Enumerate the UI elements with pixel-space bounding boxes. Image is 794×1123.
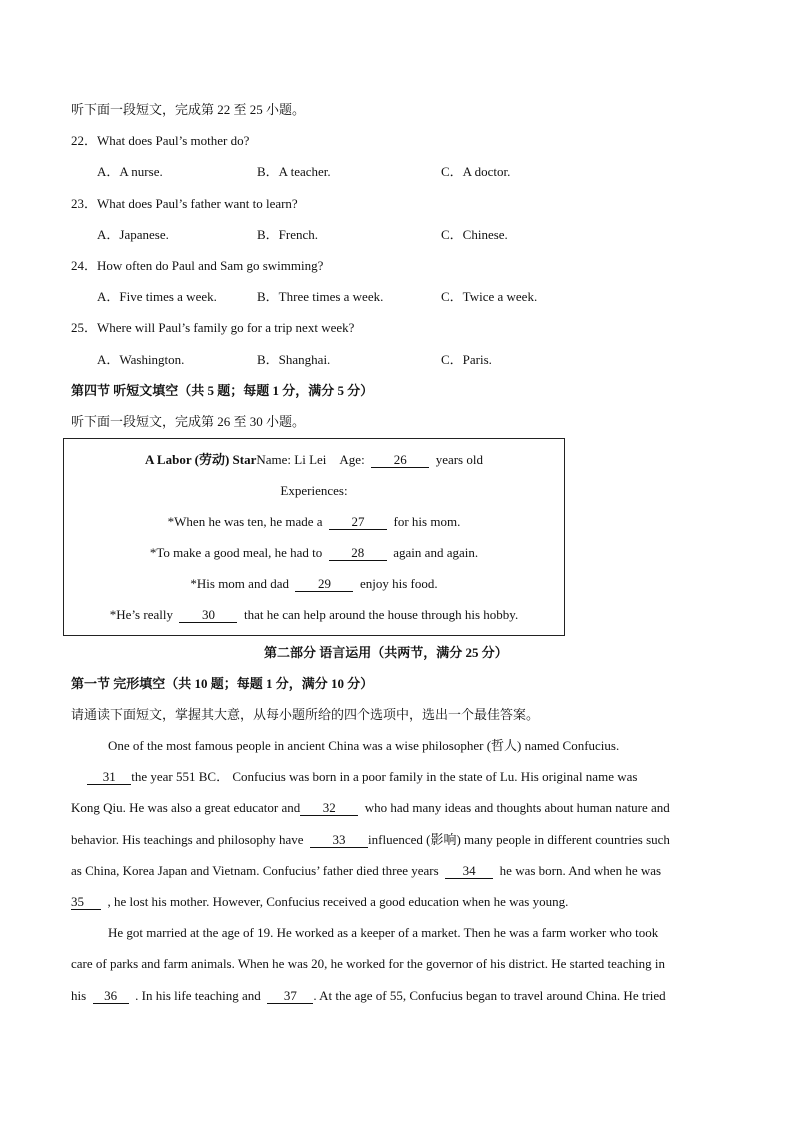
q25-option-b: B．Shanghai. — [257, 352, 331, 367]
q22-option-c: C．A doctor. — [441, 164, 511, 179]
q23-option-b: B．French. — [257, 227, 319, 242]
q25-option-a: A．Washington. — [97, 352, 185, 367]
passage-line-3-end: who had many ideas and thoughts about human nature and — [364, 800, 670, 815]
question-22: 22．What does Paul’s mother do? — [71, 133, 250, 148]
form-age-label: Age: — [339, 452, 365, 467]
form-line-29-end: enjoy his food. — [359, 576, 438, 591]
passage-line-9 — [71, 987, 723, 1005]
form-title-row — [64, 451, 564, 469]
blank-30[interactable]: 30 — [179, 607, 237, 623]
passage-line-4-text: behavior. His teachings and philosophy have — [71, 832, 304, 847]
passage-line-9-text: . In his life teaching and — [135, 988, 261, 1003]
form-line-29 — [64, 575, 564, 593]
section-1-heading: 第一节 完形填空（共 10 题；每题 1 分，满分 10 分） — [71, 676, 374, 691]
form-line-28-end: again and again. — [393, 545, 479, 560]
form-title: A Labor (劳动) Star — [145, 452, 257, 467]
form-line-27-end: for his mom. — [393, 514, 461, 529]
q24-option-b: B．Three times a week. — [257, 289, 384, 304]
passage-line-9-end: . At the age of 55, Confucius began to travel around China. He tried — [313, 988, 666, 1003]
passage-line-5-text: as China, Korea Japan and Vietnam. Confucius’ father died three years — [71, 863, 439, 878]
q24-option-a: A．Five times a week. — [97, 289, 217, 304]
cloze-instruction: 请通读下面短文，掌握其大意，从每小题所给的四个选项中，选出一个最佳答案。 — [71, 707, 540, 722]
passage-line-2 — [71, 768, 723, 786]
question-23: 23．What does Paul’s father want to learn? — [71, 196, 298, 211]
form-line-28 — [64, 544, 564, 562]
blank-26[interactable]: 26 — [371, 452, 429, 468]
question-25: 25．Where will Paul’s family go for a trip next week? — [71, 320, 355, 335]
passage-line-2-text: the year 551 BC． Confucius was born in a poor family in the state of Lu. His original name was — [131, 769, 638, 784]
question-24: 24．How often do Paul and Sam go swimming? — [71, 258, 324, 273]
form-line-28-text: *To make a good meal, he had to — [149, 545, 323, 560]
blank-27[interactable]: 27 — [329, 514, 387, 530]
blank-28[interactable]: 28 — [329, 545, 387, 561]
q25-option-c: C．Paris. — [441, 352, 492, 367]
form-line-30 — [64, 606, 564, 624]
q22-option-a: A．A nurse. — [97, 164, 163, 179]
passage-line-5-end: he was born. And when he was — [499, 863, 662, 878]
part-2-heading: 第二部分 语言运用（共两节，满分 25 分） — [264, 645, 508, 660]
passage-line-8: care of parks and farm animals. When he was 20, he worked for the governor of his district. He started teaching in — [71, 956, 665, 971]
q22-option-b: B．A teacher. — [257, 164, 331, 179]
form-name: Name: Li Lei — [256, 452, 327, 467]
passage-line-3 — [71, 799, 723, 817]
blank-37[interactable]: 37 — [267, 988, 313, 1004]
blank-33[interactable]: 33 — [310, 832, 368, 848]
passage-line-4-end: influenced (影响) many people in different countries such — [368, 832, 670, 847]
passage-line-3-text: Kong Qiu. He was also a great educator and — [71, 800, 301, 815]
form-line-30-text: *He’s really — [109, 607, 173, 622]
labor-star-form-box — [63, 438, 565, 636]
form-age-unit: years old — [435, 452, 483, 467]
passage-line-9-start: his — [71, 988, 87, 1003]
passage-line-5 — [71, 862, 723, 880]
q23-option-a: A．Japanese. — [97, 227, 169, 242]
blank-29[interactable]: 29 — [295, 576, 353, 592]
passage-line-7: He got married at the age of 19. He worked as a keeper of a market. Then he was a farm worker who took — [108, 925, 659, 940]
form-line-30-end: that he can help around the house through his hobby. — [243, 607, 519, 622]
blank-32[interactable]: 32 — [300, 800, 358, 816]
passage-line-4 — [71, 831, 723, 849]
passage-line-1: One of the most famous people in ancient China was a wise philosopher (哲人) named Confucius. — [108, 738, 620, 753]
blank-36[interactable]: 36 — [93, 988, 129, 1004]
form-line-27-text: *When he was ten, he made a — [167, 514, 323, 529]
form-line-29-text: *His mom and dad — [190, 576, 289, 591]
passage-line-6 — [71, 893, 723, 911]
section-4-heading: 第四节 听短文填空（共 5 题；每题 1 分，满分 5 分） — [71, 383, 374, 398]
form-experiences: Experiences: — [280, 483, 348, 498]
blank-35[interactable]: 35 — [71, 894, 101, 910]
passage-line-6-text: , he lost his mother. However, Confucius received a good education when he was young. — [107, 894, 569, 909]
listening-intro-26-30: 听下面一段短文，完成第 26 至 30 小题。 — [71, 414, 306, 429]
listening-intro-22-25: 听下面一段短文，完成第 22 至 25 小题。 — [71, 102, 306, 117]
form-line-27 — [64, 513, 564, 531]
blank-34[interactable]: 34 — [445, 863, 493, 879]
blank-31[interactable]: 31 — [87, 769, 131, 785]
q23-option-c: C．Chinese. — [441, 227, 508, 242]
q24-option-c: C．Twice a week. — [441, 289, 538, 304]
